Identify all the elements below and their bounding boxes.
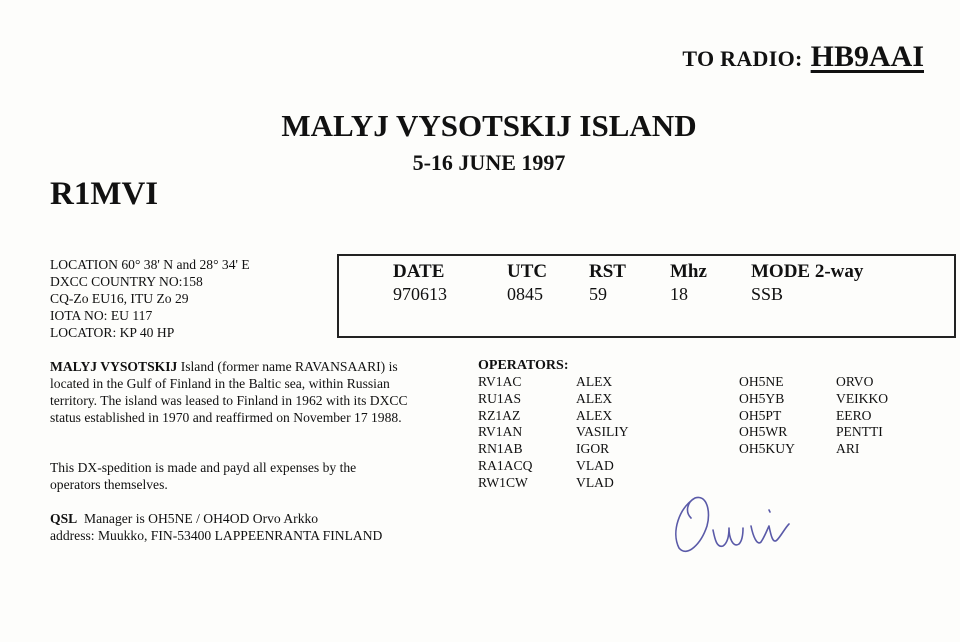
- station-callsign: R1MVI: [50, 176, 159, 212]
- qso-header-date: DATE: [393, 261, 445, 282]
- operator-call: RU1AS: [478, 390, 522, 406]
- operator-call: RA1ACQ: [478, 457, 533, 473]
- zone-line: CQ-Zo EU16, ITU Zo 29: [50, 291, 189, 306]
- operator-call: OH5WR: [739, 424, 788, 440]
- operator-call: RV1AN: [478, 424, 523, 440]
- operator-name: ALEX: [576, 390, 613, 406]
- qso-value-rst: 59: [589, 284, 607, 304]
- operator-call: OH5KUY: [739, 441, 795, 457]
- island-description: [50, 358, 410, 426]
- operator-call: RN1AB: [478, 441, 523, 457]
- operator-name: VLAD: [576, 474, 614, 490]
- operators-heading: OPERATORS:: [478, 358, 569, 373]
- operator-name: VLAD: [576, 457, 614, 473]
- qsl-manager: Manager is OH5NE / OH4OD Orvo Arkko: [84, 511, 319, 526]
- qso-value-date: 970613: [393, 284, 447, 304]
- operators-left-calls: [478, 374, 532, 492]
- operator-name: PENTTI: [836, 424, 883, 440]
- operator-call: RW1CW: [478, 474, 528, 490]
- expedition-dates: 5-16 JUNE 1997: [412, 150, 566, 175]
- location-info: [50, 256, 250, 341]
- qso-header-mode: MODE 2-way: [751, 261, 864, 282]
- card-title: MALYJ VYSOTSKIJ ISLAND: [281, 108, 697, 143]
- operator-name: ALEX: [576, 407, 613, 423]
- qsl-info: [50, 510, 382, 544]
- description-text: Island (former name RAVANSAARI) is located in the Gulf of Finland in the Baltic sea, within Russian territory. The island was leased to Finland in 1962 with its DXCC status established in 1970 and reaffirmed on November 17 1988.: [50, 359, 408, 425]
- operator-call: OH5PT: [739, 407, 782, 423]
- operator-name: ORVO: [836, 374, 874, 389]
- qsl-label: QSL: [50, 511, 78, 526]
- operator-name: VEIKKO: [836, 390, 889, 406]
- qso-value-mhz: 18: [670, 284, 688, 304]
- iota-line: IOTA NO: EU 117: [50, 308, 153, 323]
- operator-name: VASILIY: [576, 424, 629, 440]
- dxcc-line: DXCC COUNTRY NO:158: [50, 274, 203, 289]
- qso-value-utc: 0845: [507, 284, 543, 304]
- to-radio-line: [682, 40, 924, 74]
- operators-left-names: [576, 374, 629, 492]
- operators-right-names: [836, 374, 888, 458]
- operator-name: ARI: [836, 441, 860, 457]
- island-name: MALYJ VYSOTSKIJ: [50, 359, 178, 374]
- operator-call: RZ1AZ: [478, 407, 521, 423]
- handwritten-signature: [665, 480, 805, 560]
- operator-call: OH5NE: [739, 374, 784, 389]
- qsl-address: address: Muukko, FIN-53400 LAPPEENRANTA FINLAND: [50, 528, 383, 543]
- to-radio-label: TO RADIO:: [682, 46, 803, 71]
- qso-box: [337, 254, 956, 338]
- operator-call: RV1AC: [478, 374, 522, 389]
- operator-call: OH5YB: [739, 390, 785, 406]
- operator-name: EERO: [836, 407, 872, 423]
- locator-line: LOCATOR: KP 40 HP: [50, 325, 175, 340]
- qso-header-rst: RST: [589, 261, 626, 282]
- expenses-note: This DX-spedition is made and payd all expenses by the operators themselves.: [50, 460, 357, 492]
- operator-name: IGOR: [576, 441, 610, 457]
- location-line: LOCATION 60° 38' N and 28° 34' E: [50, 257, 250, 272]
- operator-name: ALEX: [576, 374, 613, 389]
- qso-value-mode: SSB: [751, 284, 784, 304]
- to-radio-callsign: HB9AAI: [810, 40, 924, 73]
- operators-right-calls: [739, 374, 795, 458]
- qso-header-utc: UTC: [507, 261, 548, 282]
- qso-header-mhz: Mhz: [670, 261, 707, 282]
